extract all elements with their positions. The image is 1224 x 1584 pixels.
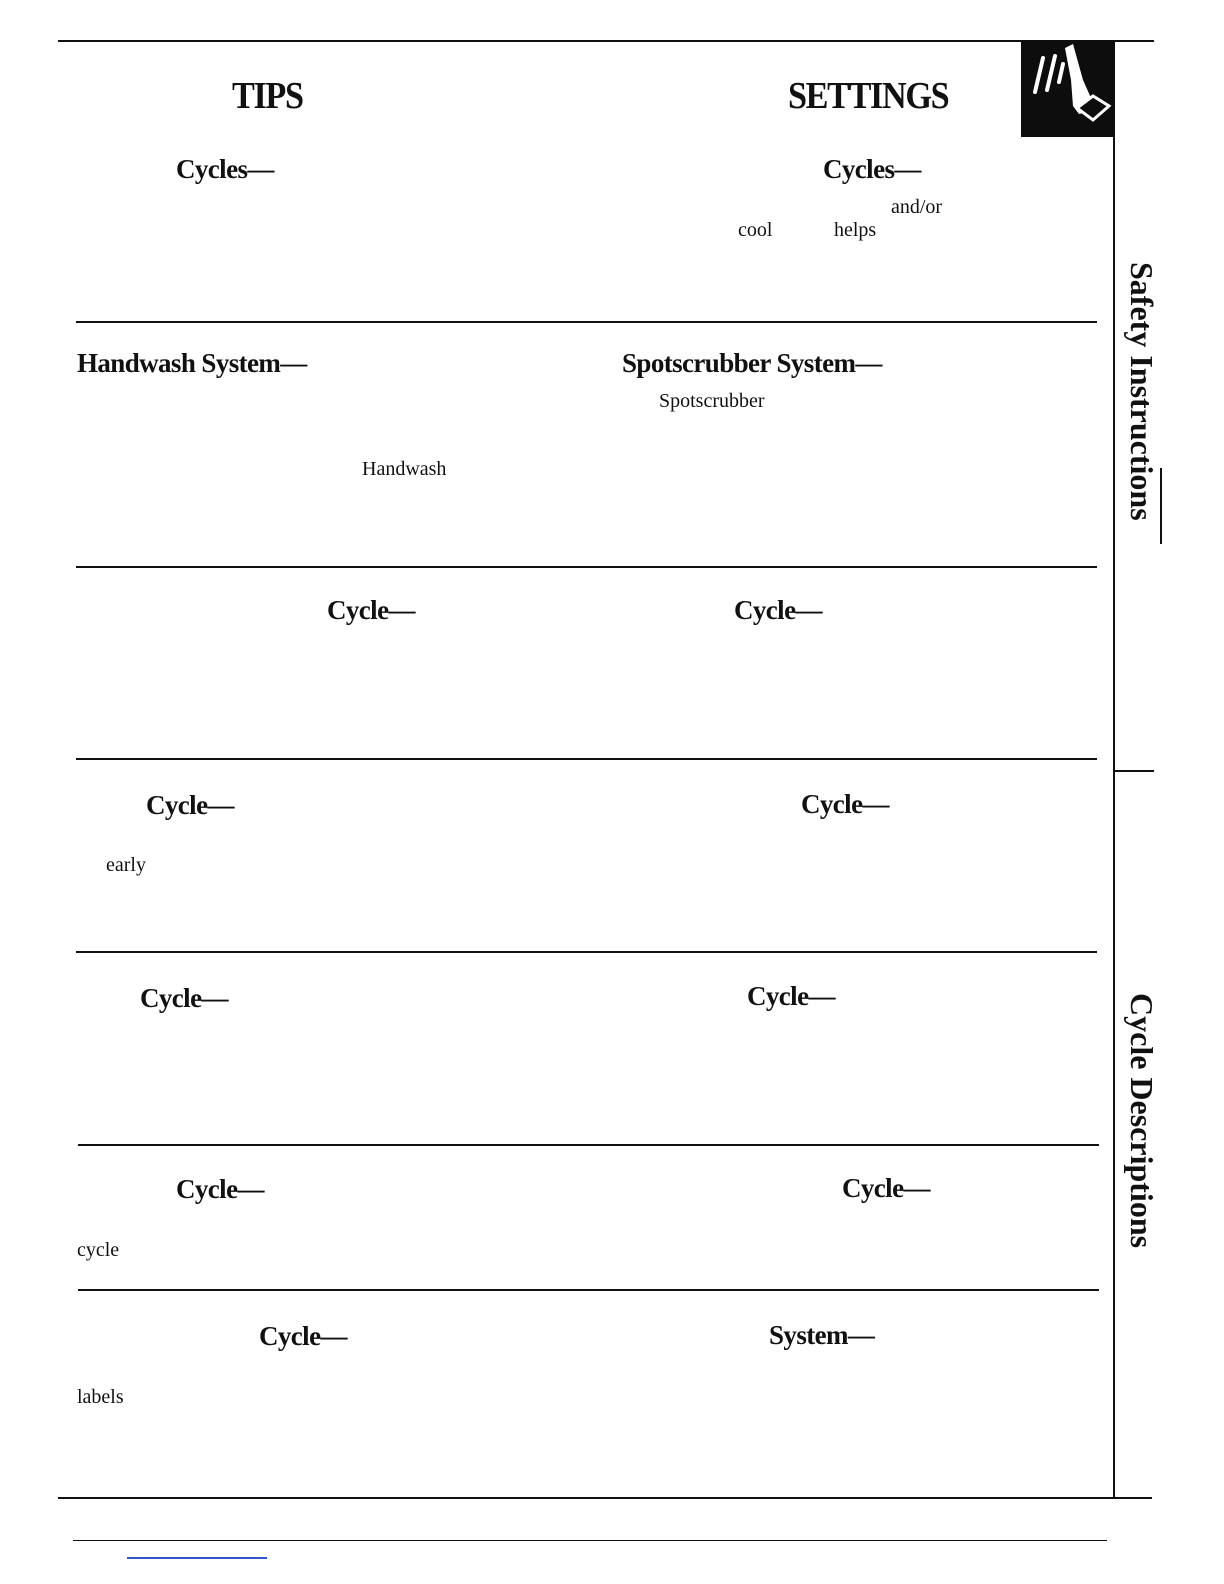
- section-rule-5: [78, 1144, 1099, 1146]
- tips-cycle-label-4: Cycle—: [146, 790, 234, 820]
- settings-cycle-label-6: Cycle—: [842, 1173, 930, 1203]
- tips-cycle-label-5: Cycle—: [140, 983, 228, 1013]
- section-rule-1: [76, 321, 1097, 323]
- side-tab-divider: [1113, 770, 1154, 772]
- footer-link-underline: [127, 1557, 267, 1559]
- settings-heading: SETTINGS: [788, 75, 949, 117]
- section-rule-2: [76, 566, 1097, 568]
- fragment-and-or: and/or: [891, 196, 943, 218]
- section-rule-3: [76, 758, 1097, 760]
- bottom-rule: [58, 1497, 1152, 1499]
- tips-cycle-label-7: Cycle—: [259, 1321, 347, 1351]
- tips-cycle-label-6: Cycle—: [176, 1174, 264, 1204]
- handwash-system-label: Handwash System—: [77, 348, 307, 378]
- tips-cycles-label: Cycles—: [176, 154, 274, 184]
- hand-pressing-button-icon: [1021, 40, 1115, 137]
- fragment-helps: helps: [834, 219, 877, 241]
- side-tab-border: [1113, 40, 1115, 1498]
- spotscrubber-system-label: Spotscrubber System—: [622, 348, 882, 378]
- footer-rule: [73, 1540, 1107, 1541]
- side-tab-safety-instructions[interactable]: Safety Instructions: [1124, 262, 1160, 521]
- fragment-spotscrubber: Spotscrubber: [659, 390, 765, 412]
- settings-cycles-label: Cycles—: [823, 154, 921, 184]
- section-rule-4: [76, 951, 1097, 953]
- settings-cycle-label-5: Cycle—: [747, 981, 835, 1011]
- tips-heading: TIPS: [232, 75, 303, 117]
- tips-cycle-label-3: Cycle—: [327, 595, 415, 625]
- fragment-cool: cool: [738, 219, 773, 241]
- side-tab-safety-marker: [1160, 468, 1162, 544]
- fragment-handwash: Handwash: [362, 458, 447, 480]
- fragment-cycle: cycle: [77, 1239, 120, 1261]
- settings-cycle-label-3: Cycle—: [734, 595, 822, 625]
- fragment-labels: labels: [77, 1386, 124, 1408]
- side-tab-cycle-descriptions[interactable]: Cycle Descriptions: [1124, 993, 1160, 1249]
- fragment-early: early: [106, 854, 146, 876]
- settings-cycle-label-4: Cycle—: [801, 789, 889, 819]
- section-rule-6: [78, 1289, 1099, 1291]
- top-rule: [58, 40, 1154, 42]
- settings-system-label: System—: [769, 1320, 875, 1350]
